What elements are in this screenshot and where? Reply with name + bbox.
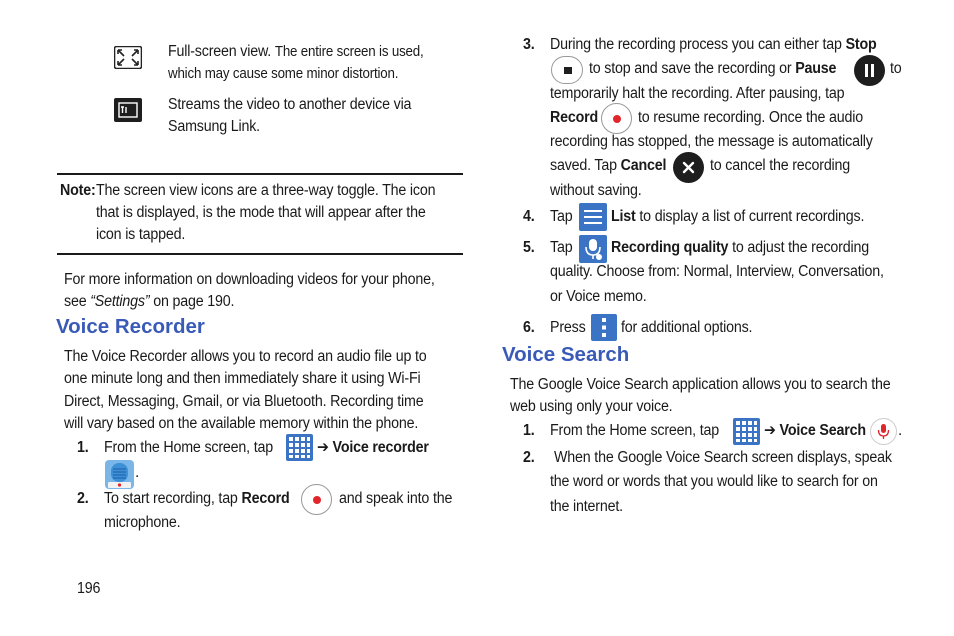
stop-icon bbox=[551, 56, 583, 84]
record-icon bbox=[301, 484, 332, 515]
vs-step2-line1: When the Google Voice Search screen displays, speak bbox=[554, 449, 892, 466]
settings-link[interactable]: “Settings” bbox=[90, 293, 150, 310]
stream-description: Streams the video to another device via bbox=[168, 96, 412, 113]
voice-search-mic-icon bbox=[870, 418, 897, 445]
step3-line4: to resume recording. Once the audio bbox=[638, 109, 864, 126]
step3-line3: temporarily halt the recording. After pausing, tap bbox=[550, 85, 845, 102]
step2-line2: microphone. bbox=[104, 514, 181, 531]
vs-step2-line3: the internet. bbox=[550, 498, 623, 515]
samsung-link-icon bbox=[114, 98, 142, 122]
step-number: 2. bbox=[523, 449, 535, 466]
step1-period: . bbox=[135, 464, 140, 481]
step3-line1: During the recording process you can either tap Stop bbox=[550, 36, 877, 53]
step4-tap: Tap bbox=[550, 208, 573, 225]
stream-description-line2: Samsung Link. bbox=[168, 118, 260, 135]
vs-step1-command: ➔ Voice Search bbox=[764, 422, 866, 439]
vs-step1-period: . bbox=[898, 422, 903, 439]
step6-text: for additional options. bbox=[621, 319, 753, 336]
pause-icon bbox=[854, 55, 885, 86]
note-top-rule bbox=[57, 173, 463, 175]
note-label: Note: bbox=[60, 182, 96, 199]
vs-step2-line2: the word or words that you would like to search for on bbox=[550, 473, 878, 490]
step3-line7: without saving. bbox=[550, 182, 642, 199]
voice-recorder-paragraph: will vary based on the available memory within the phone. bbox=[64, 415, 419, 432]
step3-line5: recording has stopped, the message is automatically bbox=[550, 133, 873, 150]
step-number: 2. bbox=[77, 490, 89, 507]
fullscreen-description-line2: which may cause some minor distortion. bbox=[168, 66, 399, 82]
step1-text: From the Home screen, tap bbox=[104, 439, 273, 456]
recording-quality-icon bbox=[579, 235, 607, 263]
step-number: 3. bbox=[523, 36, 535, 53]
more-info-text: For more information on downloading videos for your phone, bbox=[64, 271, 435, 288]
step2-after: and speak into the bbox=[339, 490, 453, 507]
menu-icon bbox=[591, 314, 617, 341]
note-bottom-rule bbox=[57, 253, 463, 255]
vs-step1-text: From the Home screen, tap bbox=[550, 422, 719, 439]
step6-press: Press bbox=[550, 319, 586, 336]
step4-text: List to display a list of current recordings. bbox=[611, 208, 865, 225]
voice-search-heading: Voice Search bbox=[502, 343, 630, 366]
step3-line2-to: to bbox=[890, 60, 902, 77]
step5-line2: quality. Choose from: Normal, Interview, Conversation, bbox=[550, 263, 884, 280]
step3-line6: saved. Tap Cancel bbox=[550, 157, 667, 174]
step1-command: ➔ Voice recorder bbox=[317, 439, 429, 456]
step3-line2: to stop and save the recording or Pause bbox=[589, 60, 837, 77]
cancel-icon bbox=[673, 152, 704, 183]
step-number: 1. bbox=[523, 422, 535, 439]
step-number: 6. bbox=[523, 319, 535, 336]
voice-search-paragraph: web using only your voice. bbox=[510, 398, 673, 415]
voice-search-paragraph: The Google Voice Search application allows you to search the bbox=[510, 376, 891, 393]
note-line: icon is tapped. bbox=[96, 226, 186, 243]
voice-recorder-paragraph: Direct, Messaging, Gmail, or via Bluetooth. Recording time bbox=[64, 393, 424, 410]
note-line: that is displayed, is the mode that will appear after the bbox=[96, 204, 426, 221]
fullscreen-description: Full-screen view. The entire screen is used, bbox=[168, 43, 424, 60]
step3-line6-after: to cancel the recording bbox=[710, 157, 851, 174]
more-info-line2: see “Settings” on page 190. bbox=[64, 293, 235, 310]
step5-tap: Tap bbox=[550, 239, 573, 256]
voice-recorder-heading: Voice Recorder bbox=[56, 315, 205, 338]
step5-text: Recording quality to adjust the recording bbox=[611, 239, 869, 256]
list-icon bbox=[579, 203, 607, 231]
record-icon bbox=[601, 103, 632, 134]
voice-recorder-app-icon bbox=[105, 460, 134, 489]
step2-text: To start recording, tap Record bbox=[104, 490, 290, 507]
step3-record-label: Record bbox=[550, 109, 599, 126]
page-number: 196 bbox=[77, 580, 101, 597]
step-number: 5. bbox=[523, 239, 535, 256]
step-number: 1. bbox=[77, 439, 89, 456]
fullscreen-icon bbox=[114, 46, 142, 69]
apps-grid-icon bbox=[733, 418, 760, 445]
step-number: 4. bbox=[523, 208, 535, 225]
step5-line3: or Voice memo. bbox=[550, 288, 647, 305]
apps-grid-icon bbox=[286, 434, 313, 461]
voice-recorder-paragraph: The Voice Recorder allows you to record an audio file up to bbox=[64, 348, 427, 365]
note-line: The screen view icons are a three-way toggle. The icon bbox=[96, 182, 436, 199]
voice-recorder-paragraph: one minute long and then immediately share it using Wi-Fi bbox=[64, 370, 421, 387]
